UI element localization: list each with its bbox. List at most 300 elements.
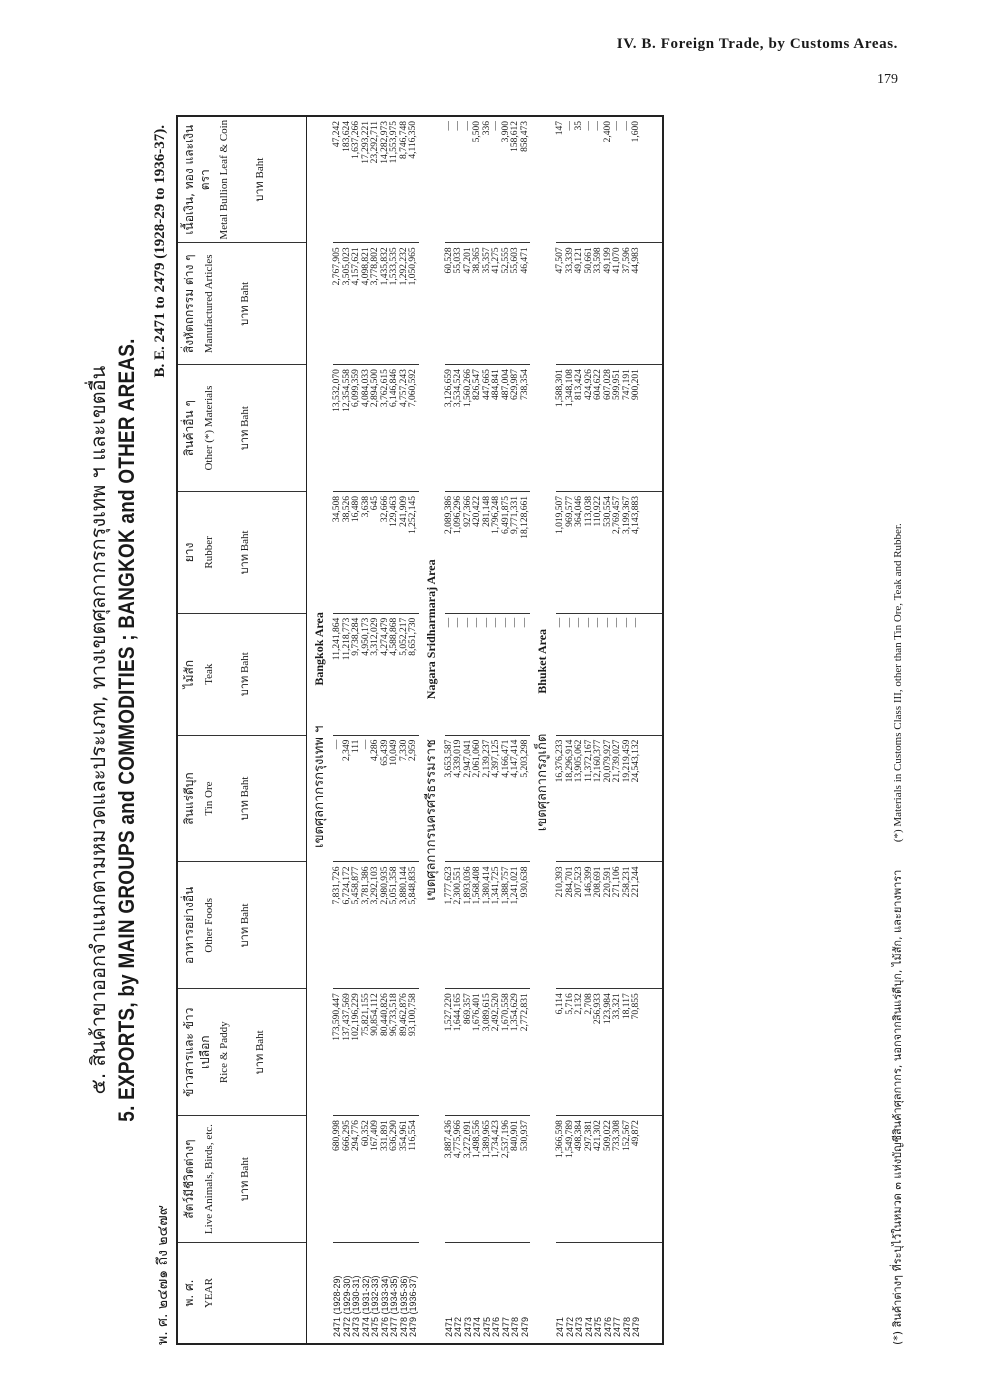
spacer-cell bbox=[642, 735, 663, 862]
value-cell: 4,166,471 bbox=[502, 735, 512, 862]
value-cell: — bbox=[445, 116, 455, 243]
year-cell: 2476 (1933-34) bbox=[381, 1243, 391, 1344]
value-cell: 2,537,196 bbox=[502, 1116, 512, 1243]
value-cell: 258,231 bbox=[623, 862, 633, 989]
area-heading-cell bbox=[530, 116, 556, 1344]
value-cell: 420,422 bbox=[473, 492, 483, 614]
value-cell: 284,701 bbox=[566, 862, 576, 989]
spacer-cell bbox=[642, 862, 663, 989]
value-cell: 20,079,927 bbox=[604, 735, 614, 862]
title-thai: ๕. สินค้าขาออกจำแนกตามหมวดและประเภท, ทางเขตศุลกากรกรุงเทพ ฯ และเขตอื่น bbox=[86, 365, 110, 1095]
value-cell: 2,139,237 bbox=[483, 735, 493, 862]
value-cell: 3,638 bbox=[362, 492, 372, 614]
value-cell: 1,637,266 bbox=[352, 116, 362, 243]
value-cell: 2,769,457 bbox=[613, 492, 623, 614]
value-cell: — bbox=[613, 116, 623, 243]
column-header-1 bbox=[177, 1116, 307, 1243]
value-cell: 6,114 bbox=[556, 989, 566, 1116]
spacer-cell bbox=[642, 243, 663, 365]
value-cell: — bbox=[585, 613, 595, 735]
year-cell: 2471 bbox=[556, 1243, 566, 1344]
value-cell: 19,219,459 bbox=[623, 735, 633, 862]
value-cell: 33,321 bbox=[613, 989, 623, 1116]
value-cell: 1,435,832 bbox=[381, 243, 391, 365]
column-header-english: Live Animals, Birds, etc. bbox=[202, 1124, 215, 1235]
value-cell: — bbox=[333, 735, 343, 862]
value-cell: 930,638 bbox=[521, 862, 531, 989]
table-row bbox=[381, 116, 391, 1344]
value-cell: 3,126,659 bbox=[445, 365, 455, 492]
value-cell: 2,300,551 bbox=[454, 862, 464, 989]
value-cell: 17,293,221 bbox=[362, 116, 372, 243]
value-cell: 9,771,331 bbox=[511, 492, 521, 614]
value-cell: 34,508 bbox=[333, 492, 343, 614]
value-cell: 89,462,876 bbox=[400, 989, 410, 1116]
value-cell: 281,148 bbox=[483, 492, 493, 614]
value-cell: 2,349 bbox=[343, 735, 353, 862]
value-cell: 4,084,033 bbox=[362, 365, 372, 492]
table-row bbox=[604, 116, 614, 1344]
spacer-cell bbox=[642, 1116, 663, 1243]
footnote bbox=[888, 115, 906, 1345]
value-cell: — bbox=[454, 116, 464, 243]
value-cell: 7,330 bbox=[400, 735, 410, 862]
value-cell: 116,554 bbox=[409, 1116, 419, 1243]
column-header-thai: สินค้าอื่น ๆ bbox=[182, 400, 196, 457]
column-unit: บาท Baht bbox=[238, 1157, 251, 1202]
value-cell: 3,199,367 bbox=[623, 492, 633, 614]
value-cell: 530,554 bbox=[604, 492, 614, 614]
year-cell: 2479 bbox=[632, 1243, 642, 1344]
value-cell: 37,596 bbox=[623, 243, 633, 365]
table-row bbox=[390, 116, 400, 1344]
value-cell: 102,196,229 bbox=[352, 989, 362, 1116]
value-cell: 1,527,220 bbox=[445, 989, 455, 1116]
table-row bbox=[585, 116, 595, 1344]
column-header-english: YEAR bbox=[202, 1278, 215, 1308]
value-cell: 14,282,973 bbox=[381, 116, 391, 243]
value-cell: 23,292,711 bbox=[371, 116, 381, 243]
year-range-thai: พ. ศ. ๒๔๗๑ ถึง ๒๔๗๙ bbox=[155, 1205, 171, 1345]
value-cell: 1,241,021 bbox=[511, 862, 521, 989]
value-cell: — bbox=[492, 613, 502, 735]
value-cell: 49,872 bbox=[632, 1116, 642, 1243]
area-heading bbox=[423, 117, 439, 1343]
column-header-thai: สิ่งหัตถกรรม ต่าง ๆ bbox=[182, 254, 196, 354]
value-cell: 1,050,965 bbox=[409, 243, 419, 365]
value-cell: 207,523 bbox=[575, 862, 585, 989]
table-row bbox=[521, 116, 531, 1344]
value-cell: 8,651,730 bbox=[409, 613, 419, 735]
value-cell: — bbox=[454, 613, 464, 735]
value-cell: 666,295 bbox=[343, 1116, 353, 1243]
value-cell: 2,132 bbox=[575, 989, 585, 1116]
value-cell: 858,473 bbox=[521, 116, 531, 243]
column-header-0 bbox=[177, 1243, 307, 1344]
value-cell: 3,653,587 bbox=[445, 735, 455, 862]
value-cell: 70,855 bbox=[632, 989, 642, 1116]
value-cell: 4,950,173 bbox=[362, 613, 372, 735]
value-cell: 12,354,558 bbox=[343, 365, 353, 492]
value-cell: 9,738,284 bbox=[352, 613, 362, 735]
table-row bbox=[343, 116, 353, 1344]
year-range-english: B. E. 2471 to 2479 (1928-29 to 1936-37). bbox=[152, 125, 168, 378]
value-cell: 1,252,145 bbox=[409, 492, 419, 614]
value-cell: 4,147,414 bbox=[511, 735, 521, 862]
value-cell: 38,526 bbox=[343, 492, 353, 614]
value-cell: 1,292,232 bbox=[400, 243, 410, 365]
table-row bbox=[464, 116, 474, 1344]
year-cell: 2477 bbox=[502, 1243, 512, 1344]
area-heading bbox=[312, 117, 328, 1343]
column-header-english: Other (*) Materials bbox=[202, 385, 215, 471]
value-cell: 24,543,132 bbox=[632, 735, 642, 862]
value-cell: 90,854,112 bbox=[371, 989, 381, 1116]
area-heading-row bbox=[530, 116, 556, 1344]
year-cell: 2478 (1935-36) bbox=[400, 1243, 410, 1344]
value-cell: 4,339,019 bbox=[454, 735, 464, 862]
value-cell: 2,959 bbox=[409, 735, 419, 862]
year-cell: 2474 bbox=[585, 1243, 595, 1344]
value-cell: — bbox=[464, 116, 474, 243]
year-cell: 2473 bbox=[575, 1243, 585, 1344]
value-cell: — bbox=[502, 613, 512, 735]
value-cell: 1,498,556 bbox=[473, 1116, 483, 1243]
year-cell: 2473 bbox=[464, 1243, 474, 1344]
value-cell: — bbox=[594, 613, 604, 735]
area-heading-thai: เขตศุลกากรนครศรีธรรมราช bbox=[423, 739, 439, 901]
value-cell: 7,060,592 bbox=[409, 365, 419, 492]
area-heading-english: Nagara Sridharmaraj Area bbox=[423, 559, 438, 700]
column-unit: บาท Baht bbox=[238, 530, 251, 575]
footnote-thai: (*) สินค้าต่างๆ ที่ระบุไว้ในหมวด ๓ แห่งบัญชีสินค้าศุลกากร, นอกจากสินแร่ดีบุก, ไม้สัก, และยางพารา bbox=[891, 869, 904, 1345]
value-cell: 55,033 bbox=[454, 243, 464, 365]
column-unit: บาท Baht bbox=[238, 281, 251, 326]
column-header-thai: สินแร่ดีบุก bbox=[182, 772, 196, 825]
year-cell: 2478 bbox=[511, 1243, 521, 1344]
value-cell: 6,724,172 bbox=[343, 862, 353, 989]
value-cell: 840,901 bbox=[511, 1116, 521, 1243]
running-head: IV. B. Foreign Trade, by Customs Areas. bbox=[616, 36, 898, 52]
column-header-thai: เนื้อเงิน, ทอง และเงินตรา bbox=[182, 124, 212, 235]
value-cell: 60,528 bbox=[445, 243, 455, 365]
value-cell: 3,089,615 bbox=[483, 989, 493, 1116]
value-cell: 5,051,358 bbox=[390, 862, 400, 989]
table-body bbox=[307, 116, 663, 1344]
column-header-english: Rubber bbox=[202, 536, 215, 569]
value-cell: 1,588,301 bbox=[556, 365, 566, 492]
year-cell: 2471 (1928-29) bbox=[333, 1243, 343, 1344]
value-cell: 11,553,975 bbox=[390, 116, 400, 243]
value-cell: 35 bbox=[575, 116, 585, 243]
value-cell: 8,746,748 bbox=[400, 116, 410, 243]
column-header-english: Rice & Paddy bbox=[218, 1021, 231, 1084]
area-heading-row bbox=[419, 116, 445, 1344]
value-cell: 5,848,835 bbox=[409, 862, 419, 989]
table-header-row bbox=[177, 116, 307, 1344]
column-unit: บาท Baht bbox=[238, 776, 251, 821]
value-cell: — bbox=[594, 116, 604, 243]
value-cell: 1,644,165 bbox=[454, 989, 464, 1116]
value-cell: 123,984 bbox=[604, 989, 614, 1116]
value-cell: 41,275 bbox=[492, 243, 502, 365]
page-number: 179 bbox=[877, 72, 898, 87]
value-cell: 1,777,623 bbox=[445, 862, 455, 989]
year-cell: 2475 (1932-33) bbox=[371, 1243, 381, 1344]
table-bottom-spacer bbox=[642, 116, 663, 1344]
value-cell: 173,590,447 bbox=[333, 989, 343, 1116]
value-cell: 241,909 bbox=[400, 492, 410, 614]
year-cell: 2478 bbox=[623, 1243, 633, 1344]
value-cell: — bbox=[464, 613, 474, 735]
spacer-cell bbox=[642, 492, 663, 614]
value-cell: 11,372,167 bbox=[585, 735, 595, 862]
spacer-cell bbox=[642, 613, 663, 735]
table-row bbox=[502, 116, 512, 1344]
value-cell: 2,894,500 bbox=[371, 365, 381, 492]
value-cell: 65,439 bbox=[381, 735, 391, 862]
column-header-english: Other Foods bbox=[202, 898, 215, 953]
year-cell: 2472 bbox=[454, 1243, 464, 1344]
value-cell: 1,796,248 bbox=[492, 492, 502, 614]
value-cell: 900,201 bbox=[632, 365, 642, 492]
column-header-3 bbox=[177, 862, 307, 989]
table-row bbox=[492, 116, 502, 1344]
value-cell: 75,821,155 bbox=[362, 989, 372, 1116]
value-cell: 47,242 bbox=[333, 116, 343, 243]
column-header-thai: ข้าวสารและ ข้าวเปลือก bbox=[182, 1007, 212, 1097]
year-cell: 2471 bbox=[445, 1243, 455, 1344]
value-cell: 5,458,877 bbox=[352, 862, 362, 989]
value-cell: 4,286 bbox=[371, 735, 381, 862]
value-cell: — bbox=[473, 613, 483, 735]
value-cell: 1,348,108 bbox=[566, 365, 576, 492]
column-unit: บาท Baht bbox=[238, 652, 251, 697]
column-header-thai: อาหารอย่างอื่น bbox=[182, 886, 196, 965]
value-cell: 110,922 bbox=[594, 492, 604, 614]
area-heading bbox=[535, 117, 551, 1343]
column-header-9 bbox=[177, 116, 307, 243]
value-cell: — bbox=[511, 613, 521, 735]
value-cell: 969,577 bbox=[566, 492, 576, 614]
value-cell: — bbox=[623, 613, 633, 735]
value-cell: 3,505,023 bbox=[343, 243, 353, 365]
value-cell: 826,547 bbox=[473, 365, 483, 492]
table-row bbox=[632, 116, 642, 1344]
value-cell: 96,733,518 bbox=[390, 989, 400, 1116]
exports-table bbox=[176, 115, 664, 1345]
column-header-thai: ไม้สัก bbox=[182, 659, 196, 689]
value-cell: 32,666 bbox=[381, 492, 391, 614]
year-cell: 2476 bbox=[604, 1243, 614, 1344]
value-cell: 3,900 bbox=[502, 116, 512, 243]
value-cell: 1,533,535 bbox=[390, 243, 400, 365]
value-cell: 18,128,661 bbox=[521, 492, 531, 614]
value-cell: 80,440,826 bbox=[381, 989, 391, 1116]
value-cell: 1,670,558 bbox=[502, 989, 512, 1116]
value-cell: 2,947,041 bbox=[464, 735, 474, 862]
value-cell: 364,046 bbox=[575, 492, 585, 614]
value-cell: 1,366,598 bbox=[556, 1116, 566, 1243]
value-cell: 47,201 bbox=[464, 243, 474, 365]
value-cell: 3,880,144 bbox=[400, 862, 410, 989]
value-cell: 1,380,414 bbox=[483, 862, 493, 989]
year-cell: 2475 bbox=[594, 1243, 604, 1344]
value-cell: 2,492,520 bbox=[492, 989, 502, 1116]
column-unit: บาท Baht bbox=[238, 406, 251, 451]
value-cell: 421,302 bbox=[594, 1116, 604, 1243]
value-cell: — bbox=[585, 116, 595, 243]
area-heading-row bbox=[307, 116, 334, 1344]
value-cell: — bbox=[362, 735, 372, 862]
value-cell: 2,400 bbox=[604, 116, 614, 243]
value-cell: 35,357 bbox=[483, 243, 493, 365]
value-cell: 5,052,217 bbox=[400, 613, 410, 735]
year-cell: 2474 bbox=[473, 1243, 483, 1344]
area-heading-cell bbox=[307, 116, 334, 1344]
value-cell: 813,424 bbox=[575, 365, 585, 492]
year-cell: 2473 (1930-31) bbox=[352, 1243, 362, 1344]
value-cell: 645 bbox=[371, 492, 381, 614]
value-cell: 629,987 bbox=[511, 365, 521, 492]
value-cell: — bbox=[521, 613, 531, 735]
value-cell: 52,555 bbox=[502, 243, 512, 365]
value-cell: 1,549,789 bbox=[566, 1116, 576, 1243]
value-cell: 271,106 bbox=[613, 862, 623, 989]
column-header-english: Teak bbox=[202, 663, 215, 685]
value-cell: 447,665 bbox=[483, 365, 493, 492]
table-row bbox=[473, 116, 483, 1344]
value-cell: 5,500 bbox=[473, 116, 483, 243]
value-cell: 530,937 bbox=[521, 1116, 531, 1243]
value-cell: 3,762,615 bbox=[381, 365, 391, 492]
value-cell: 1,676,401 bbox=[473, 989, 483, 1116]
value-cell: 3,778,802 bbox=[371, 243, 381, 365]
value-cell: 4,116,350 bbox=[409, 116, 419, 243]
value-cell: 6,146,846 bbox=[390, 365, 400, 492]
value-cell: 33,598 bbox=[594, 243, 604, 365]
value-cell: 183,624 bbox=[343, 116, 353, 243]
value-cell: 158,612 bbox=[511, 116, 521, 243]
value-cell: 484,841 bbox=[492, 365, 502, 492]
value-cell: 33,339 bbox=[566, 243, 576, 365]
area-heading-thai: เขตศุลกากรภูเก็ต bbox=[535, 733, 551, 832]
value-cell: 10,049 bbox=[390, 735, 400, 862]
table-row bbox=[400, 116, 410, 1344]
value-cell: — bbox=[445, 613, 455, 735]
value-cell: 55,603 bbox=[511, 243, 521, 365]
value-cell: — bbox=[556, 613, 566, 735]
value-cell: 487,004 bbox=[502, 365, 512, 492]
value-cell: 354,961 bbox=[400, 1116, 410, 1243]
value-cell: 733,308 bbox=[613, 1116, 623, 1243]
value-cell: 1,560,266 bbox=[464, 365, 474, 492]
value-cell: 738,354 bbox=[521, 365, 531, 492]
value-cell: 3,272,091 bbox=[464, 1116, 474, 1243]
year-cell: 2472 bbox=[566, 1243, 576, 1344]
value-cell: 1,600 bbox=[632, 116, 642, 243]
year-cell: 2479 bbox=[521, 1243, 531, 1344]
title-english: 5. EXPORTS, by MAIN GROUPS and COMMODITIES ; BANGKOK and OTHER AREAS. bbox=[114, 338, 139, 1122]
value-cell: 1,568,408 bbox=[473, 862, 483, 989]
value-cell: 41,070 bbox=[613, 243, 623, 365]
value-cell: 498,384 bbox=[575, 1116, 585, 1243]
value-cell: 336 bbox=[483, 116, 493, 243]
table-row bbox=[613, 116, 623, 1344]
value-cell: 46,471 bbox=[521, 243, 531, 365]
table-row bbox=[483, 116, 493, 1344]
value-cell: 210,393 bbox=[556, 862, 566, 989]
table-row bbox=[352, 116, 362, 1344]
value-cell: 60,352 bbox=[362, 1116, 372, 1243]
column-unit: บาท Baht bbox=[254, 1030, 267, 1075]
value-cell: 256,933 bbox=[594, 989, 604, 1116]
rotated-page-content bbox=[80, 115, 910, 1345]
value-cell: 220,591 bbox=[604, 862, 614, 989]
table-row bbox=[594, 116, 604, 1344]
value-cell: 509,022 bbox=[604, 1116, 614, 1243]
column-header-thai: ยาง bbox=[182, 542, 196, 563]
value-cell: 3,781,386 bbox=[362, 862, 372, 989]
value-cell: 1,389,965 bbox=[483, 1116, 493, 1243]
area-heading-cell bbox=[419, 116, 445, 1344]
value-cell: — bbox=[604, 613, 614, 735]
table-row bbox=[575, 116, 585, 1344]
value-cell: 49,199 bbox=[604, 243, 614, 365]
table-row bbox=[409, 116, 419, 1344]
column-unit: บาท Baht bbox=[254, 157, 267, 202]
value-cell: 146,399 bbox=[585, 862, 595, 989]
value-cell: 208,691 bbox=[594, 862, 604, 989]
table-row bbox=[566, 116, 576, 1344]
value-cell: 111 bbox=[352, 735, 362, 862]
value-cell: — bbox=[575, 613, 585, 735]
value-cell: 129,463 bbox=[390, 492, 400, 614]
value-cell: 4,098,821 bbox=[362, 243, 372, 365]
value-cell: 607,028 bbox=[604, 365, 614, 492]
spacer-cell bbox=[642, 1243, 663, 1344]
value-cell: 167,409 bbox=[371, 1116, 381, 1243]
spacer-cell bbox=[642, 365, 663, 492]
area-heading-english: Bhuket Area bbox=[535, 628, 550, 694]
column-header-2 bbox=[177, 989, 307, 1116]
value-cell: 137,437,569 bbox=[343, 989, 353, 1116]
value-cell: 7,831,726 bbox=[333, 862, 343, 989]
value-cell: 294,776 bbox=[352, 1116, 362, 1243]
value-cell: 636,290 bbox=[390, 1116, 400, 1243]
value-cell: 6,099,359 bbox=[352, 365, 362, 492]
area-heading-thai: เขตศุลกากรกรุงเทพ ฯ bbox=[312, 725, 328, 848]
value-cell: 2,980,935 bbox=[381, 862, 391, 989]
value-cell: 3,534,524 bbox=[454, 365, 464, 492]
value-cell: 1,734,423 bbox=[492, 1116, 502, 1243]
footnote-english: (*) Materials in Customs Class III, other than Tin Ore, Teak and Rubber. bbox=[892, 523, 904, 843]
table-row bbox=[371, 116, 381, 1344]
column-header-8 bbox=[177, 243, 307, 365]
column-header-6 bbox=[177, 492, 307, 614]
value-cell: 5,716 bbox=[566, 989, 576, 1116]
value-cell: 927,366 bbox=[464, 492, 474, 614]
value-cell: 2,772,831 bbox=[521, 989, 531, 1116]
table-row bbox=[556, 116, 566, 1344]
value-cell: — bbox=[623, 116, 633, 243]
area-heading-english: Bangkok Area bbox=[312, 612, 327, 686]
year-cell: 2476 bbox=[492, 1243, 502, 1344]
value-cell: 1,354,629 bbox=[511, 989, 521, 1116]
value-cell: 297,381 bbox=[585, 1116, 595, 1243]
value-cell: 1,019,507 bbox=[556, 492, 566, 614]
column-header-4 bbox=[177, 735, 307, 862]
